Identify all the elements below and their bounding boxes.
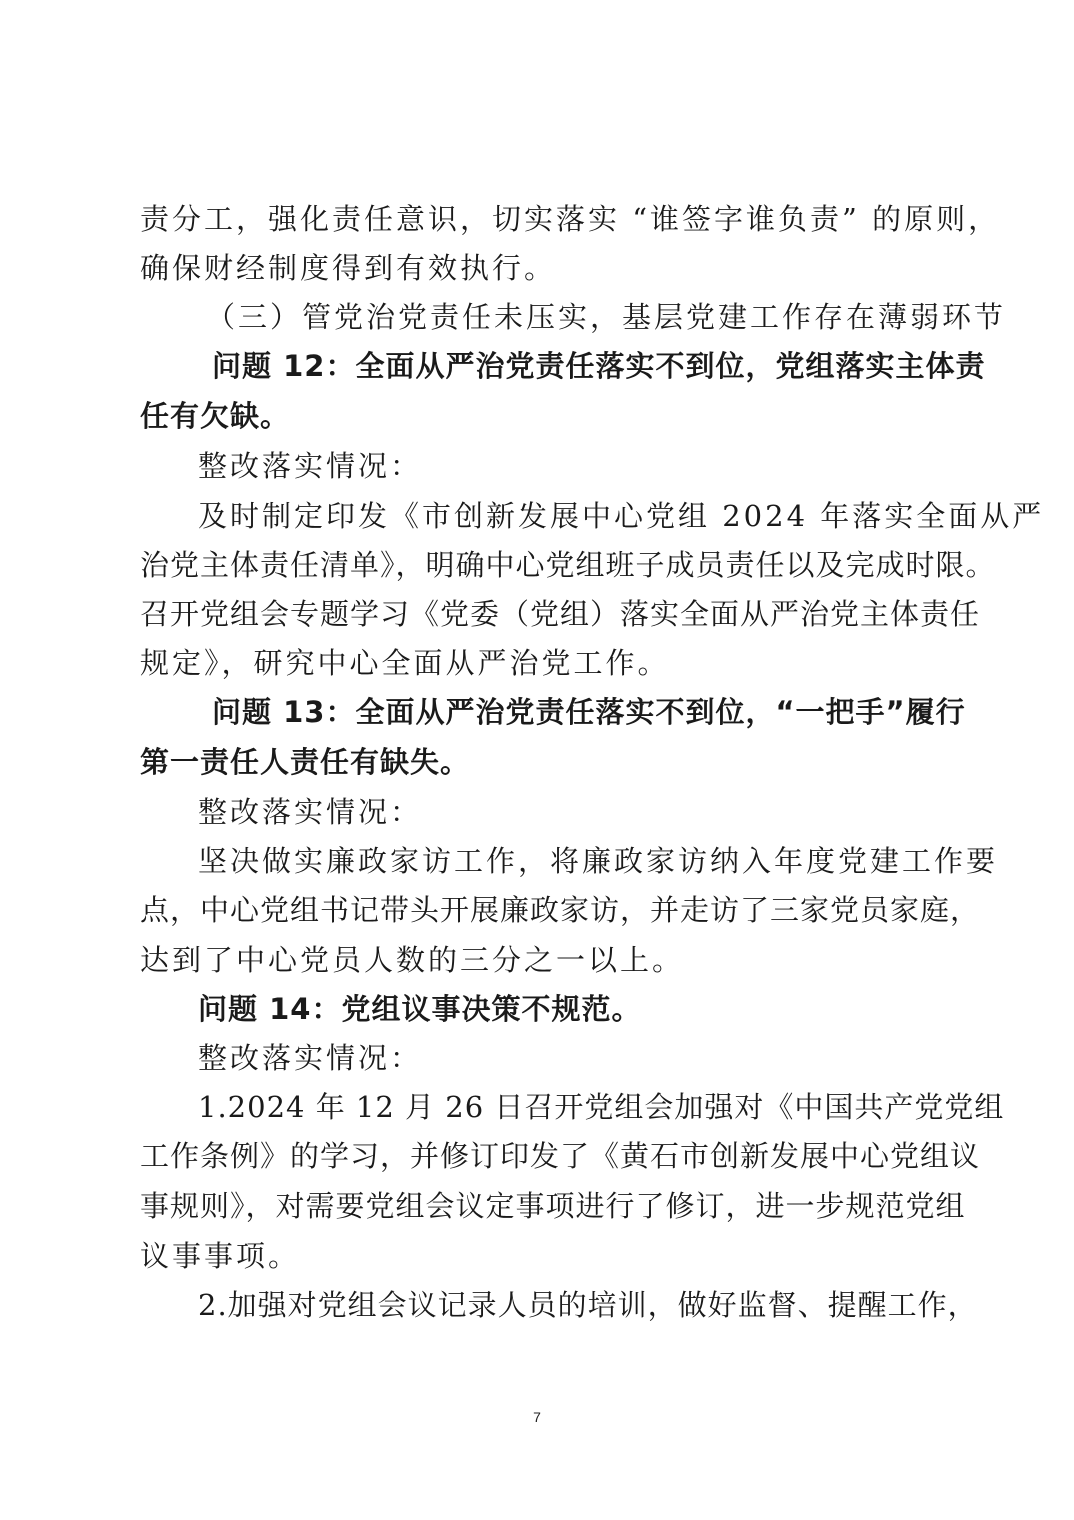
paragraph-line: 2.加强对党组会议记录人员的培训，做好监督、提醒工作， — [198, 1288, 978, 1322]
paragraph-line: 召开党组会专题学习《党委（党组）落实全面从严治党主体责任 — [140, 597, 981, 631]
paragraph-line: 达到了中心党员人数的三分之一以上。 — [140, 943, 685, 977]
paragraph-line: 坚决做实廉政家访工作，将廉政家访纳入年度党建工作要 — [198, 844, 999, 878]
page-number: 7 — [533, 1409, 541, 1425]
rectification-label: 整改落实情况： — [198, 1041, 423, 1075]
paragraph-line: 议事事项。 — [140, 1239, 301, 1273]
section-heading: （三）管党治党责任未压实，基层党建工作存在薄弱环节 — [206, 300, 1007, 334]
paragraph-line: 规定》，研究中心全面从严治党工作。 — [140, 646, 670, 680]
paragraph-line: 责分工，强化责任意识，切实落实 “谁签字谁负责” 的原则， — [140, 202, 1001, 236]
paragraph-line: 工作条例》的学习，并修订印发了《黄石市创新发展中心党组议 — [140, 1139, 981, 1173]
issue-13-heading: 问题 13：全面从严治党责任落实不到位，“一把手”履行 — [212, 695, 966, 729]
issue-13-heading-cont: 第一责任人责任有缺失。 — [140, 745, 471, 779]
paragraph-line: 点，中心党组书记带头开展廉政家访，并走访了三家党员家庭， — [140, 893, 981, 927]
paragraph-line: 确保财经制度得到有效执行。 — [140, 251, 557, 285]
paragraph-line: 及时制定印发《市创新发展中心党组 2024 年落实全面从严 — [198, 499, 1045, 533]
paragraph-line: 1.2024 年 12 月 26 日召开党组会加强对《中国共产党党组 — [198, 1090, 1005, 1124]
issue-12-heading: 问题 12：全面从严治党责任落实不到位，党组落实主体责 — [212, 349, 986, 383]
rectification-label: 整改落实情况： — [198, 449, 423, 483]
paragraph-line: 治党主体责任清单》，明确中心党组班子成员责任以及完成时限。 — [140, 548, 996, 582]
issue-12-heading-cont: 任有欠缺。 — [140, 399, 291, 433]
rectification-label: 整改落实情况： — [198, 795, 423, 829]
issue-14-heading: 问题 14：党组议事决策不规范。 — [198, 992, 642, 1026]
paragraph-line: 事规则》，对需要党组会议定事项进行了修订，进一步规范党组 — [140, 1189, 966, 1223]
